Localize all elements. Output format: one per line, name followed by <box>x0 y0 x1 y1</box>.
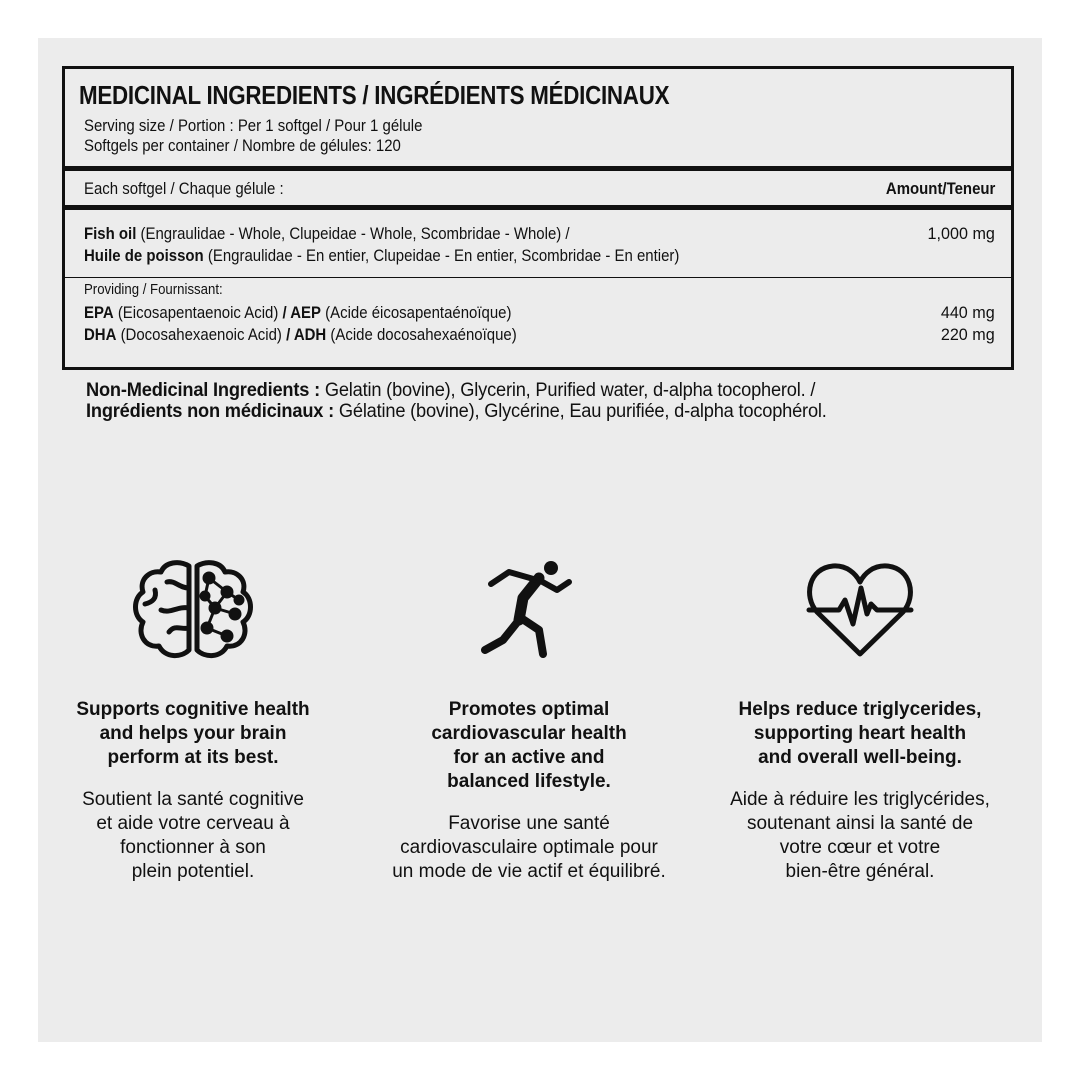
benefit-cognitive-en: Supports cognitive health and helps your brain perform at its best. <box>76 699 310 768</box>
divider-thin <box>65 277 1011 278</box>
fish-oil-name: Fish oil <box>84 224 137 243</box>
runner-icon <box>479 558 579 662</box>
benefit-cardiovascular-fr: Favorise une santé cardiovasculaire optimale pour un mode de vie actif et équilibré. <box>392 813 666 882</box>
non-medicinal-text-fr: Gélatine (bovine), Glycérine, Eau purifiée, d-alpha tocophérol. <box>333 401 827 422</box>
benefit-cardiovascular <box>379 558 679 882</box>
aep-name: (Acide éicosapentaénoïque) <box>321 303 512 322</box>
epa-amount: 440 mg <box>941 303 995 322</box>
non-medicinal-text-en: Gelatin (bovine), Glycerin, Purified water, d-alpha tocopherol. / <box>319 380 816 401</box>
brain-icon <box>131 558 255 662</box>
providing-label-row <box>84 281 995 301</box>
aep-abbr: / AEP <box>282 303 322 322</box>
fish-oil-detail-fr: (Engraulidae - En entier, Clupeidae - En entier, Scombridae - En entier) <box>203 246 680 265</box>
benefit-heart-fr: Aide à réduire les triglycérides, soutenant ainsi la santé de votre cœur et votre bien-être général. <box>730 789 990 882</box>
epa-name: (Eicosapentaenoic Acid) <box>113 303 283 322</box>
divider-thick-top <box>65 166 1011 171</box>
label-panel <box>38 38 1042 1042</box>
benefit-cognitive-fr: Soutient la santé cognitive et aide votre cerveau à fonctionner à son plein potentiel. <box>82 789 304 882</box>
facts-title: MEDICINAL INGREDIENTS / INGRÉDIENTS MÉDICINAUX <box>79 80 670 110</box>
column-header-each-softgel: Each softgel / Chaque gélule : <box>84 179 284 198</box>
serving-size: Serving size / Portion : Per 1 softgel / Pour 1 gélule <box>84 116 423 135</box>
benefit-cognitive <box>43 558 343 882</box>
fish-oil-row-fr <box>84 246 995 268</box>
fish-oil-detail: (Engraulidae - Whole, Clupeidae - Whole, Scombridae - Whole) / <box>136 224 570 243</box>
fish-oil-row <box>84 224 995 246</box>
dha-abbr: DHA <box>84 325 117 344</box>
dha-row <box>84 325 995 347</box>
softgels-per-container: Softgels per container / Nombre de gélules: 120 <box>84 136 401 155</box>
benefit-heart <box>710 558 1010 882</box>
providing-label: Providing / Fournissant: <box>84 281 223 298</box>
adh-abbr: / ADH <box>286 325 327 344</box>
medicinal-ingredients-table <box>62 66 1014 370</box>
non-medicinal-label-fr: Ingrédients non médicinaux : <box>86 401 334 422</box>
fish-oil-amount: 1,000 mg <box>927 224 995 243</box>
fish-oil-name-fr: Huile de poisson <box>84 246 204 265</box>
epa-row <box>84 303 995 325</box>
non-medicinal-ingredients <box>86 380 858 422</box>
adh-name: (Acide docosahexaénoïque) <box>326 325 517 344</box>
benefit-cardiovascular-en: Promotes optimal cardiovascular health for an active and balanced lifestyle. <box>431 699 627 792</box>
dha-amount: 220 mg <box>941 325 995 344</box>
epa-abbr: EPA <box>84 303 114 322</box>
dha-name: (Docosahexaenoic Acid) <box>116 325 287 344</box>
divider-thick-bottom <box>65 205 1011 210</box>
column-header-amount: Amount/Teneur <box>885 179 995 198</box>
non-medicinal-label-en: Non-Medicinal Ingredients : <box>86 380 320 401</box>
heartbeat-icon <box>805 558 915 662</box>
benefit-heart-en: Helps reduce triglycerides, supporting heart health and overall well-being. <box>738 699 982 768</box>
